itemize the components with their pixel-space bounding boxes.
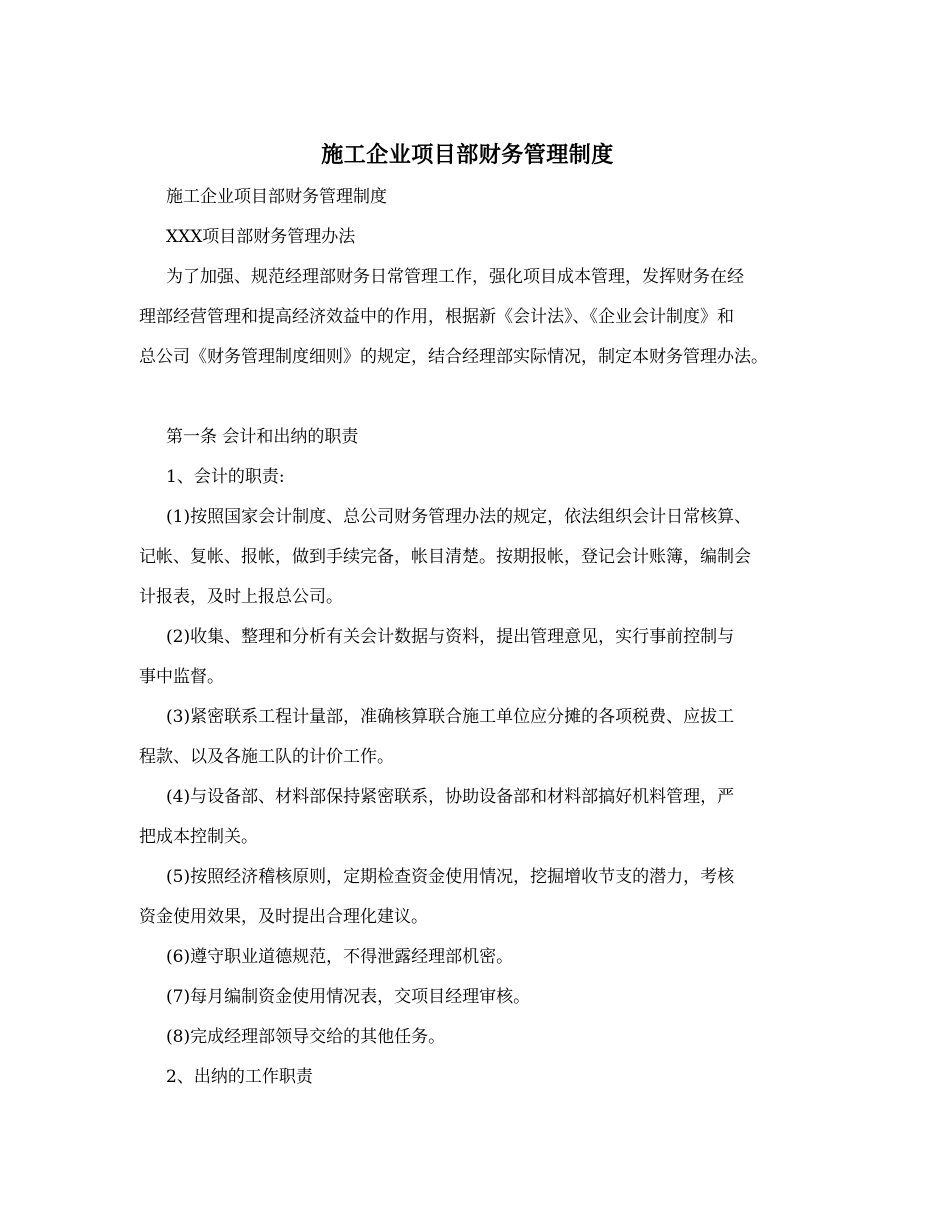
item-3-line-1: (3)紧密联系工程计量部，准确核算联合施工单位应分摊的各项税费、应拔工 (166, 707, 735, 727)
item-1-line-3: 计报表，及时上报总公司。 (139, 587, 343, 607)
item-2-line-1: (2)收集、整理和分析有关会计数据与资料，提出管理意见，实行事前控制与 (166, 627, 735, 647)
item-3-line-2: 程款、以及各施工队的计价工作。 (139, 747, 394, 767)
item-6: (6)遵守职业道德规范，不得泄露经理部机密。 (166, 947, 514, 967)
item-5-line-2: 资金使用效果，及时提出合理化建议。 (139, 907, 428, 927)
section-1-title: 1、会计的职责: (166, 467, 285, 487)
section-2-title: 2、出纳的工作职责 (166, 1067, 313, 1087)
article-1-title: 第一条 会计和出纳的职责 (166, 427, 359, 447)
intro-line-2: 理部经营管理和提高经济效益中的作用，根据新《会计法》、《企业会计制度》和 (139, 307, 734, 327)
item-4-line-1: (4)与设备部、材料部保持紧密联系，协助设备部和材料部搞好机料管理，严 (166, 787, 735, 807)
subheading: XXX项目部财务管理办法 (166, 227, 356, 247)
item-1-line-1: (1)按照国家会计制度、总公司财务管理办法的规定，依法组织会计日常核算、 (166, 507, 752, 527)
document-title: 施工企业项目部财务管理制度 (321, 142, 614, 168)
item-2-line-2: 事中监督。 (139, 667, 224, 687)
intro-line-1: 为了加强、规范经理部财务日常管理工作，强化项目成本管理，发挥财务在经 (166, 267, 744, 287)
item-7: (7)每月编制资金使用情况表，交项目经理审核。 (166, 987, 531, 1007)
subtitle: 施工企业项目部财务管理制度 (166, 187, 387, 207)
intro-line-3: 总公司《财务管理制度细则》的规定，结合经理部实际情况，制定本财务管理办法。 (139, 347, 768, 367)
blank-line (139, 377, 819, 417)
item-8: (8)完成经理部领导交给的其他任务。 (166, 1027, 446, 1047)
document-body (139, 177, 819, 1097)
item-5-line-1: (5)按照经济稽核原则，定期检查资金使用情况，挖掘增收节支的潜力，考核 (166, 867, 735, 887)
item-4-line-2: 把成本控制关。 (139, 827, 258, 847)
item-1-line-2: 记帐、复帐、报帐，做到手续完备，帐目清楚。按期报帐，登记会计账簿，编制会 (139, 547, 751, 567)
